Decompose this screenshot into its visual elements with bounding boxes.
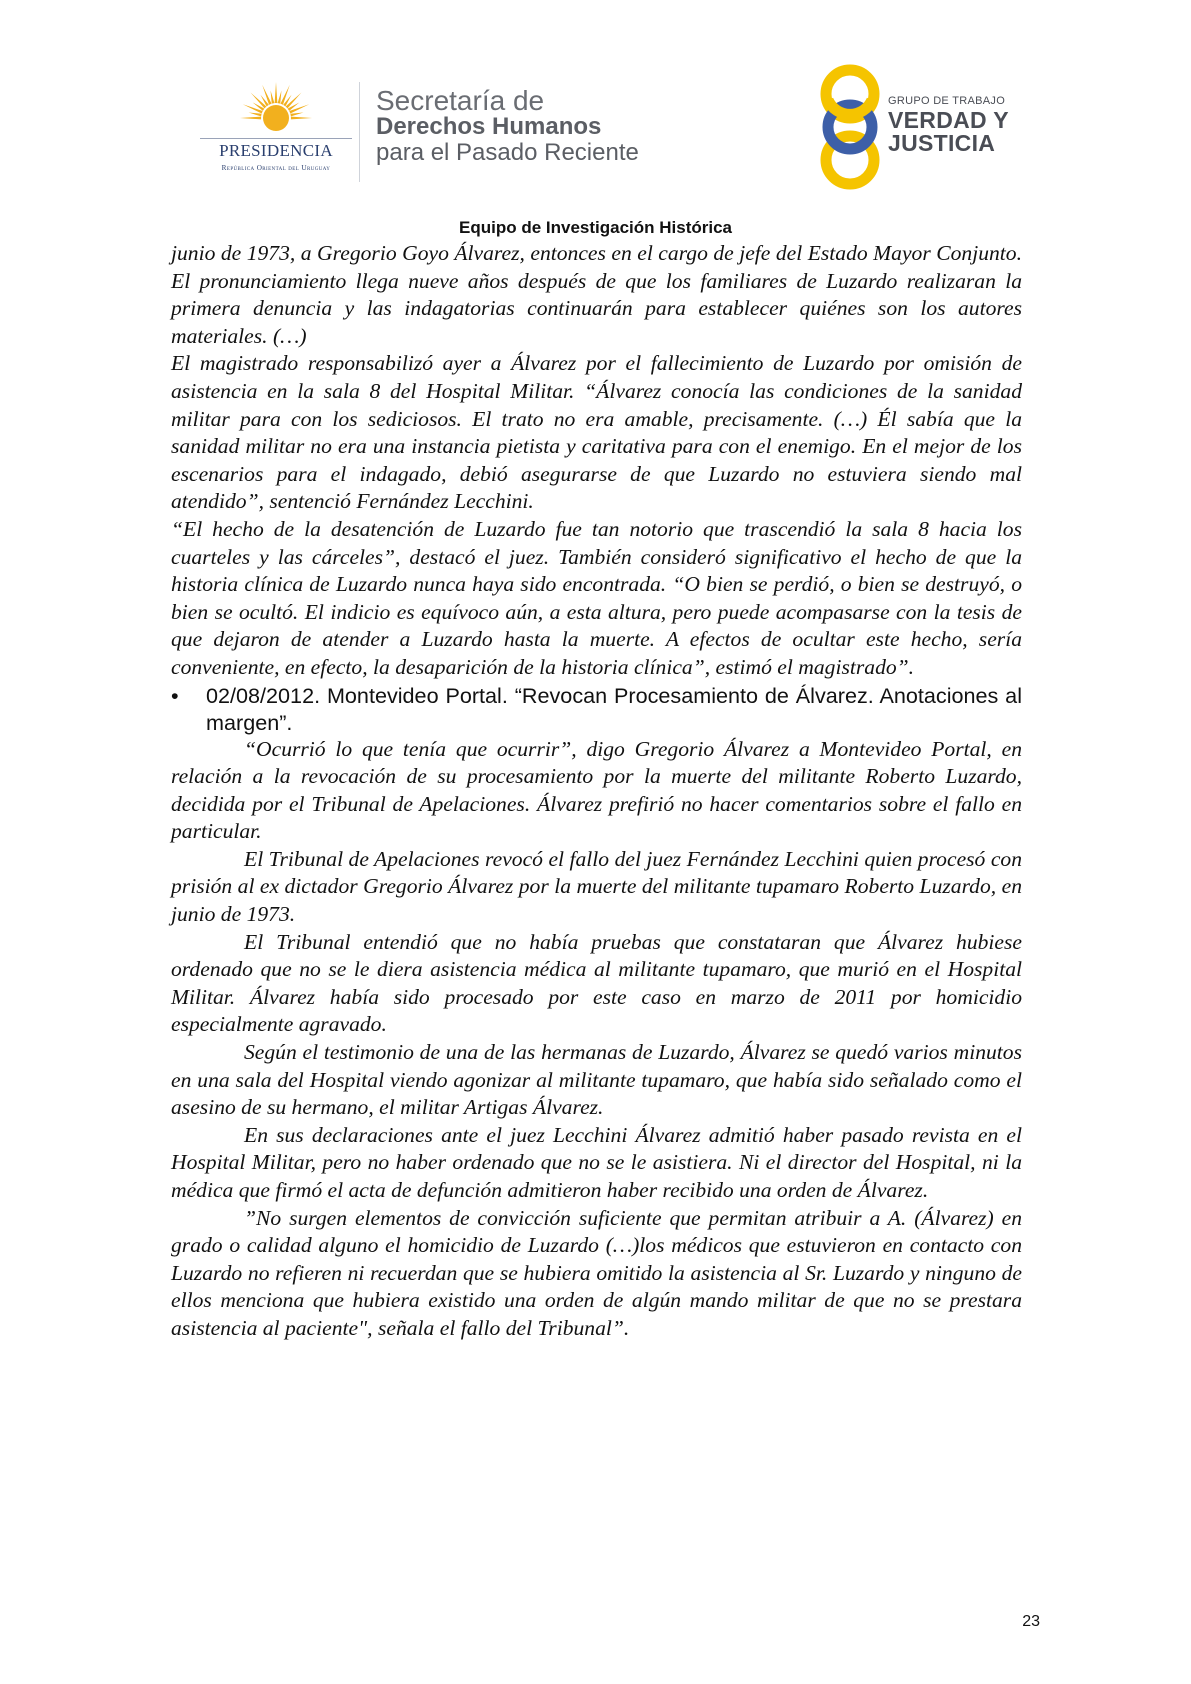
sun-emblem-icon <box>234 78 318 138</box>
paragraph: “Ocurrió lo que tenía que ocurrir”, digo Gregorio Álvarez a Montevideo Portal, en relación a la revocación de su procesamiento por la muerte del militante Roberto Luzardo, decidida por el Tribunal de Apelaciones. Álvarez prefirió no hacer comentarios sobre el fallo en particular. <box>171 736 1022 844</box>
sun-ray <box>280 85 289 105</box>
paragraph: El Tribunal entendió que no había pruebas que constataran que Álvarez hubiese ordenado que no se le diera asistencia médica al militante tupamaro, que murió en el Hospital Militar. Álvarez había sido procesado por este caso en marzo de 2011 por homicidio especialmente agravado. <box>171 929 1022 1037</box>
sun-ray <box>262 85 271 105</box>
sun-ray <box>249 113 262 117</box>
paragraph: En sus declaraciones ante el juez Lecchini Álvarez admitió haber pasado revista en el Hospital Militar, pero no haber ordenado que no se le asistiera. Ni el director del Hospital, ni la médica que firmó el acta de defunción admitieron haber recibido una orden de Álvarez. <box>171 1122 1022 1202</box>
secretaria-line-3: para el Pasado Reciente <box>376 139 639 166</box>
sun-ray <box>278 91 282 104</box>
bullet-text: 02/08/2012. Montevideo Portal. “Revocan Procesamiento de Álvarez. Anotaciones al margen”. <box>206 682 1022 735</box>
grupo-line-2: VERDAD Y <box>888 107 1009 133</box>
page-number: 23 <box>1022 1613 1040 1630</box>
sun-ray <box>240 117 261 120</box>
presidencia-subtitle: República Oriental del Uruguay <box>221 164 331 172</box>
sun-ray <box>291 117 312 120</box>
team-title: Equipo de Investigación Histórica <box>459 218 732 237</box>
sun-ray <box>289 104 309 113</box>
paragraph: “El hecho de la desatención de Luzardo fue tan notorio que trascendió la sala 8 hacia los cuarteles y las cárceles”, destacó el juez. También consideró significativo el hecho de que la historia clínica de Luzardo nunca haya sido encontrada. “O bien se perdió, o bien se destruyó, o bien se ocultó. El indicio es equívoco aún, a esta altura, pero puede acompasarse con la tesis de que dejaron de atender a Luzardo hasta la muerte. A efectos de ocultar este hecho, sería conveniente, en efecto, la desaparición de la historia clínica”, estimó el magistrado”. <box>171 516 1022 679</box>
bullet-icon: • <box>171 682 179 708</box>
paragraph: ”No surgen elementos de convicción suficiente que permitan atribuir a A. (Álvarez) en grado o calidad alguno el homicidio de Luzardo (…)los médicos que estuvieron en contacto con Luzardo no refieren ni recuerdan que se hubiera omitido la asistencia al Sr. Luzardo y ninguno de ellos menciona que hubiera existido una orden de algún mando militar de que no se prestara asistencia al paciente", señala el fallo del Tribunal”. <box>171 1205 1022 1340</box>
page-header <box>0 0 1191 215</box>
linked-rings-icon <box>812 62 888 192</box>
sun-ray <box>290 113 303 117</box>
sun-ray <box>243 104 263 113</box>
paragraph: El magistrado responsabilizó ayer a Álvarez por el fallecimiento de Luzardo por omisión de asistencia en la sala 8 del Hospital Militar. “Álvarez conocía las condiciones de la sanidad militar para con los sediciosos. El trato no era amable, precisamente. (…) Él sabía que la sanidad militar no era una instancia pietista y caritativa para con el enemigo. En el mejor de los escenarios para el indagado, debió asegurarse de que Luzardo no estuviera siendo mal atendido”, sentenció Fernández Lecchini. <box>171 351 1022 514</box>
paragraph: junio de 1973, a Gregorio Goyo Álvarez, entonces en el cargo de jefe del Estado Mayor Conjunto. El pronunciamiento llega nueve años después de que los familiares de Luzardo realizaran la primera denuncia y las indagatorias continuarán para establecer quiénes son los autores materiales. (…) <box>171 241 1022 348</box>
secretaria-line-2: Derechos Humanos <box>376 113 602 140</box>
sun-ray <box>275 82 278 103</box>
bullet-heading <box>171 682 1022 736</box>
secretaria-wordmark <box>376 85 716 166</box>
grupo-line-1: GRUPO DE TRABAJO <box>888 95 1006 107</box>
sun-ray <box>271 91 275 104</box>
verdad-justicia-logo <box>812 62 1042 192</box>
document-body <box>171 240 1022 1343</box>
paragraph: Según el testimonio de una de las hermanas de Luzardo, Álvarez se quedó varios minutos en una sala del Hospital viendo agonizar al militante tupamaro, que había sido señalado como el asesino de su hermano, el militar Artigas Álvarez. <box>171 1040 1022 1120</box>
presidencia-logo <box>196 78 356 193</box>
presidencia-rule <box>200 138 352 139</box>
header-divider <box>359 82 360 182</box>
presidencia-name: PRESIDENCIA <box>219 141 333 160</box>
grupo-line-3: JUSTICIA <box>888 130 996 156</box>
paragraph: El Tribunal de Apelaciones revocó el fallo del juez Fernández Lecchini quien procesó con prisión al ex dictador Gregorio Álvarez por la muerte del militante tupamaro Roberto Luzardo, en junio de 1973. <box>171 846 1022 927</box>
secretaria-line-1: Secretaría de <box>376 85 545 116</box>
